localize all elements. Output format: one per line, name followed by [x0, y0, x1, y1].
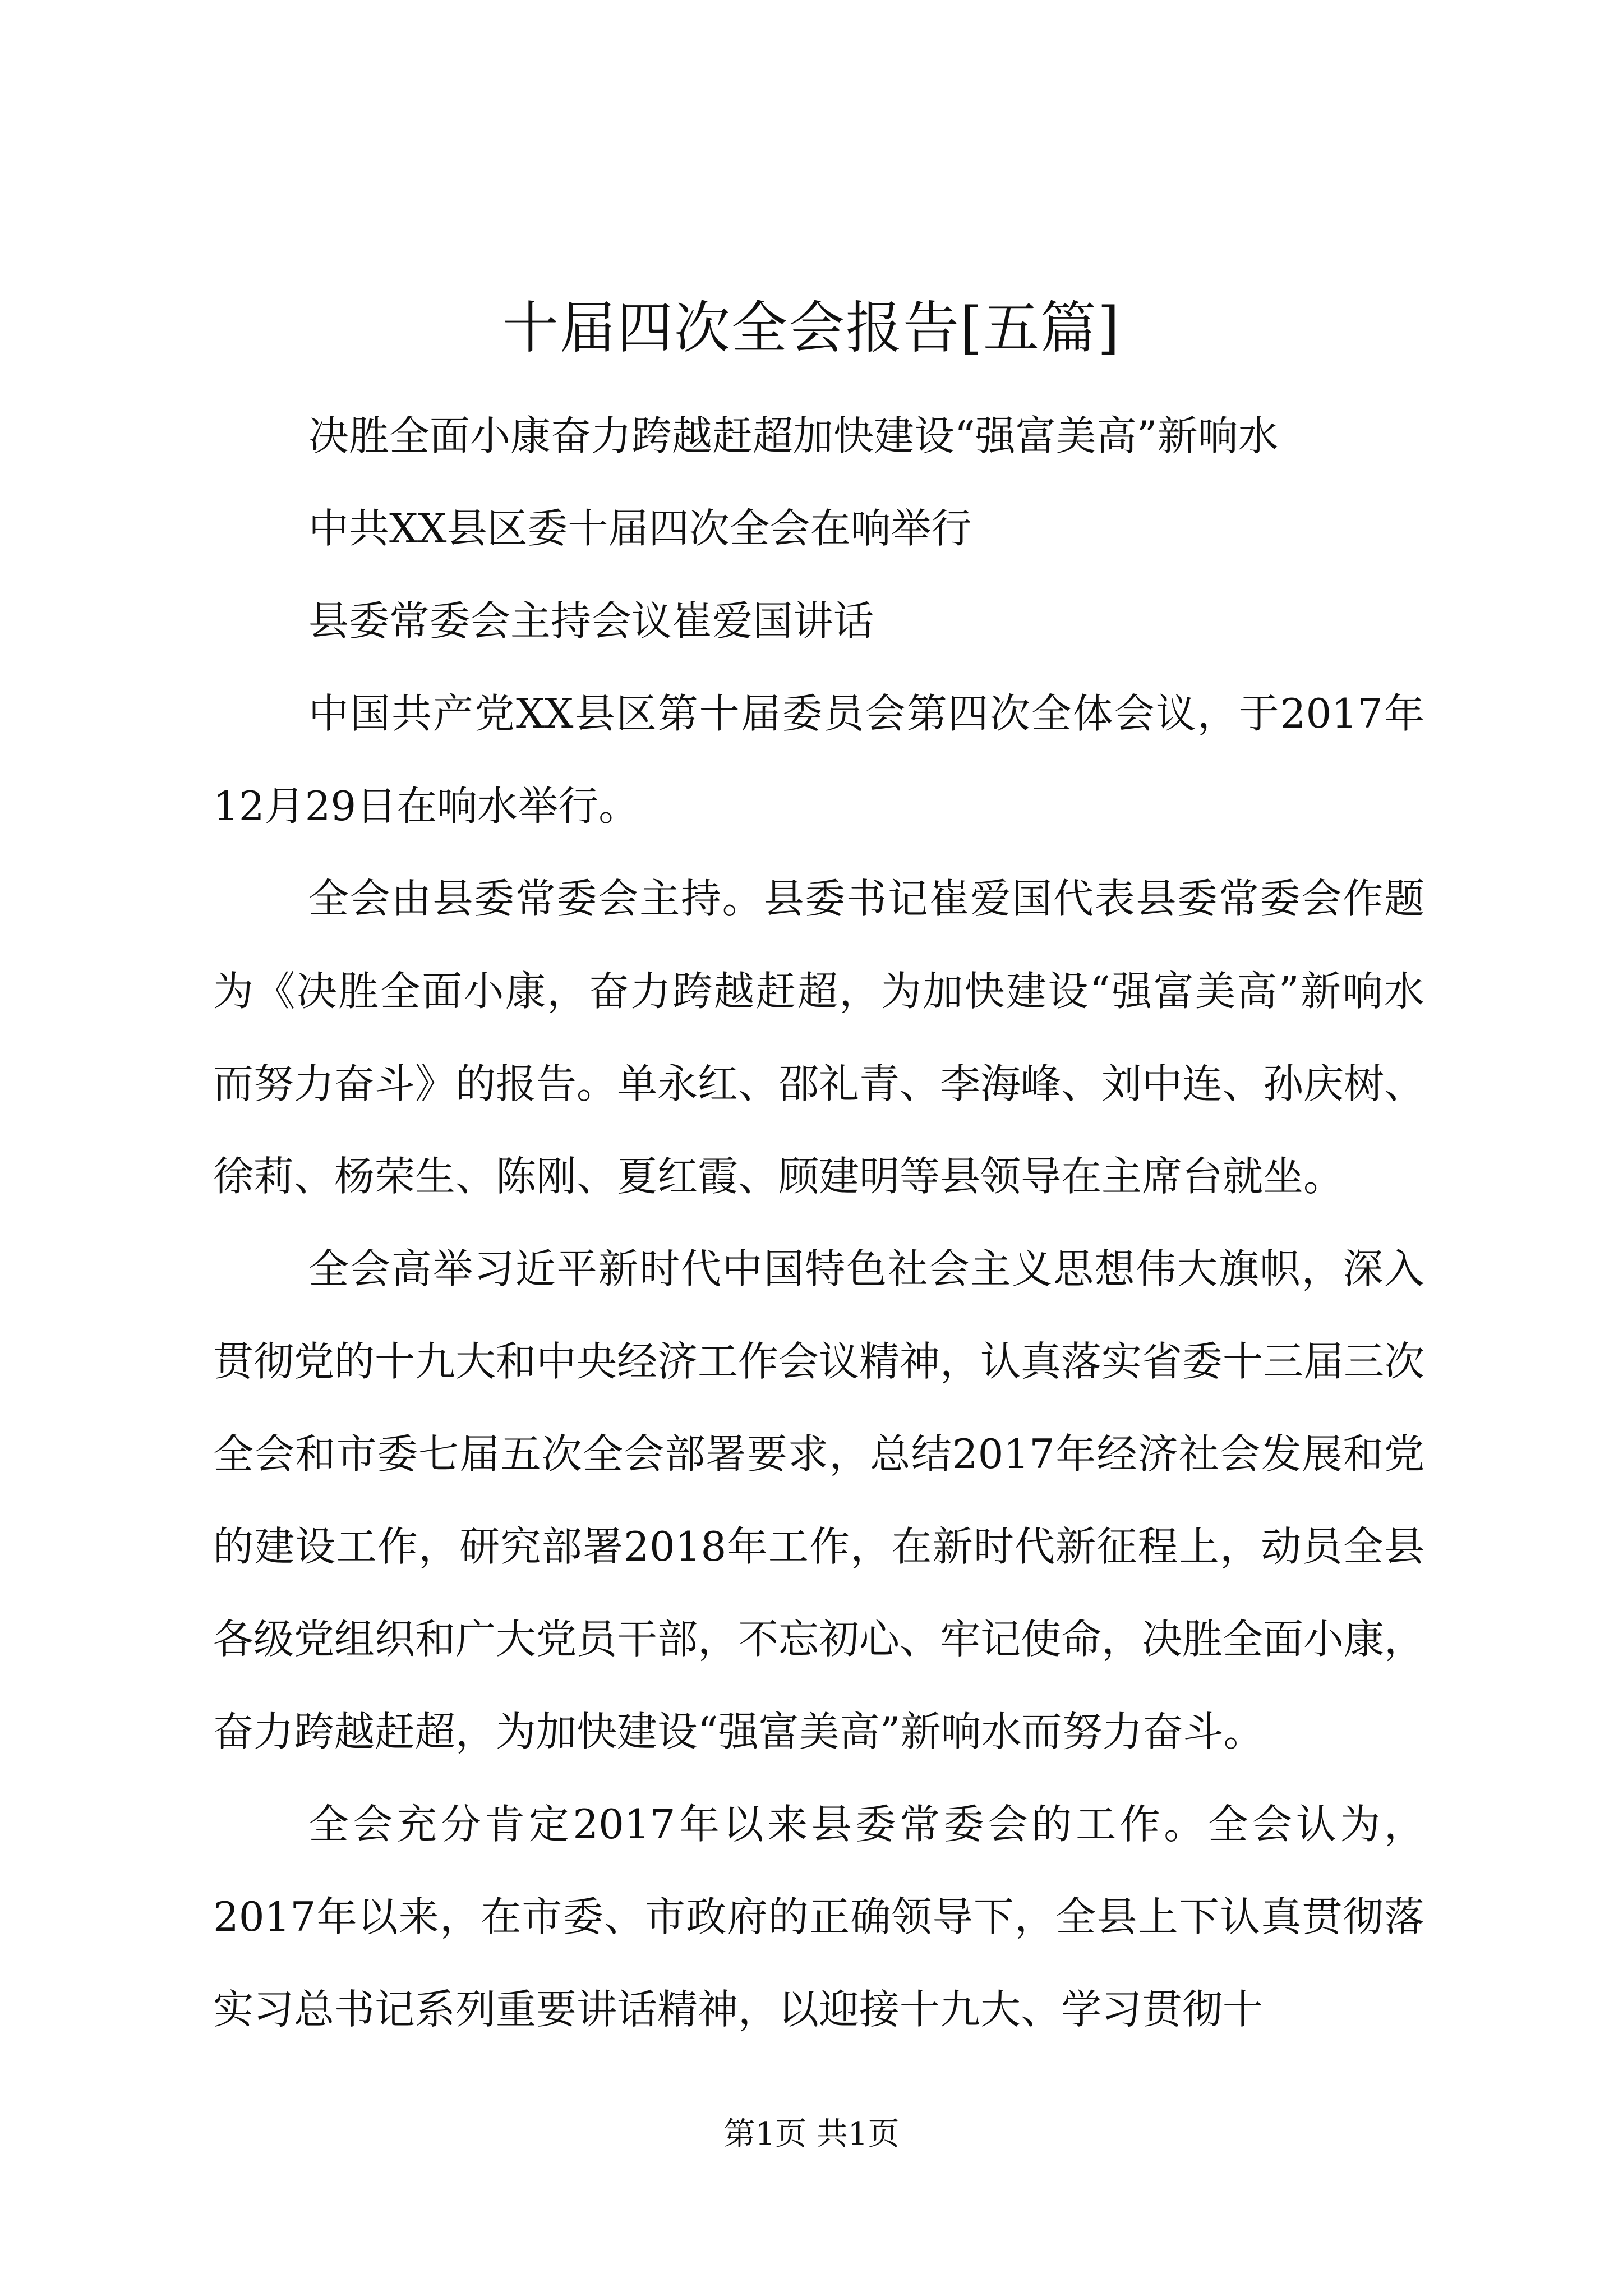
paragraph-4: 中国共产党XX县区第十届委员会第四次全体会议，于2017年12月29日在响水举行。 — [213, 690, 1424, 830]
paragraph-1: 决胜全面小康奋力跨越赶超加快建设“强富美高”新响水 — [308, 412, 1279, 459]
paragraph-6: 全会高举习近平新时代中国特色社会主义思想伟大旗帜，深入贯彻党的十九大和中央经济工作会议精神，认真落实省委十三届三次全会和市委七届五次全会部署要求，总结2017年经济社会发展和党的建设工作，研究部署2018年工作，在新时代新征程上，动员全县各级党组织和广大党员干部，不忘初心、牢记使命，决胜全面小康，奋力跨越赶超，为加快建设“强富美高”新响水而努力奋斗。 — [213, 1245, 1425, 1755]
page-number-footer: 第1页 共1页 — [723, 2116, 900, 2152]
paragraph-7: 全会充分肯定2017年以来县委常委会的工作。全会认为，2017年以来，在市委、市政府的正确领导下，全县上下认真贯彻落实习总书记系列重要讲话精神，以迎接十九大、学习贯彻十 — [213, 1801, 1424, 2033]
paragraph-5: 全会由县委常委会主持。县委书记崔爱国代表县委常委会作题为《决胜全面小康，奋力跨越赶超，为加快建设“强富美高”新响水而努力奋斗》的报告。单永红、邵礼青、李海峰、刘中连、孙庆树、徐莉、杨荣生、陈刚、夏红霞、顾建明等县领导在主席台就坐。 — [213, 875, 1425, 1200]
document-title: 十届四次全会报告[五篇] — [502, 295, 1121, 361]
document-body — [213, 390, 1424, 2056]
paragraph-3: 县委常委会主持会议崔爱国讲话 — [308, 597, 874, 645]
paragraph-2: 中共XX县区委十届四次全会在响举行 — [308, 505, 972, 552]
